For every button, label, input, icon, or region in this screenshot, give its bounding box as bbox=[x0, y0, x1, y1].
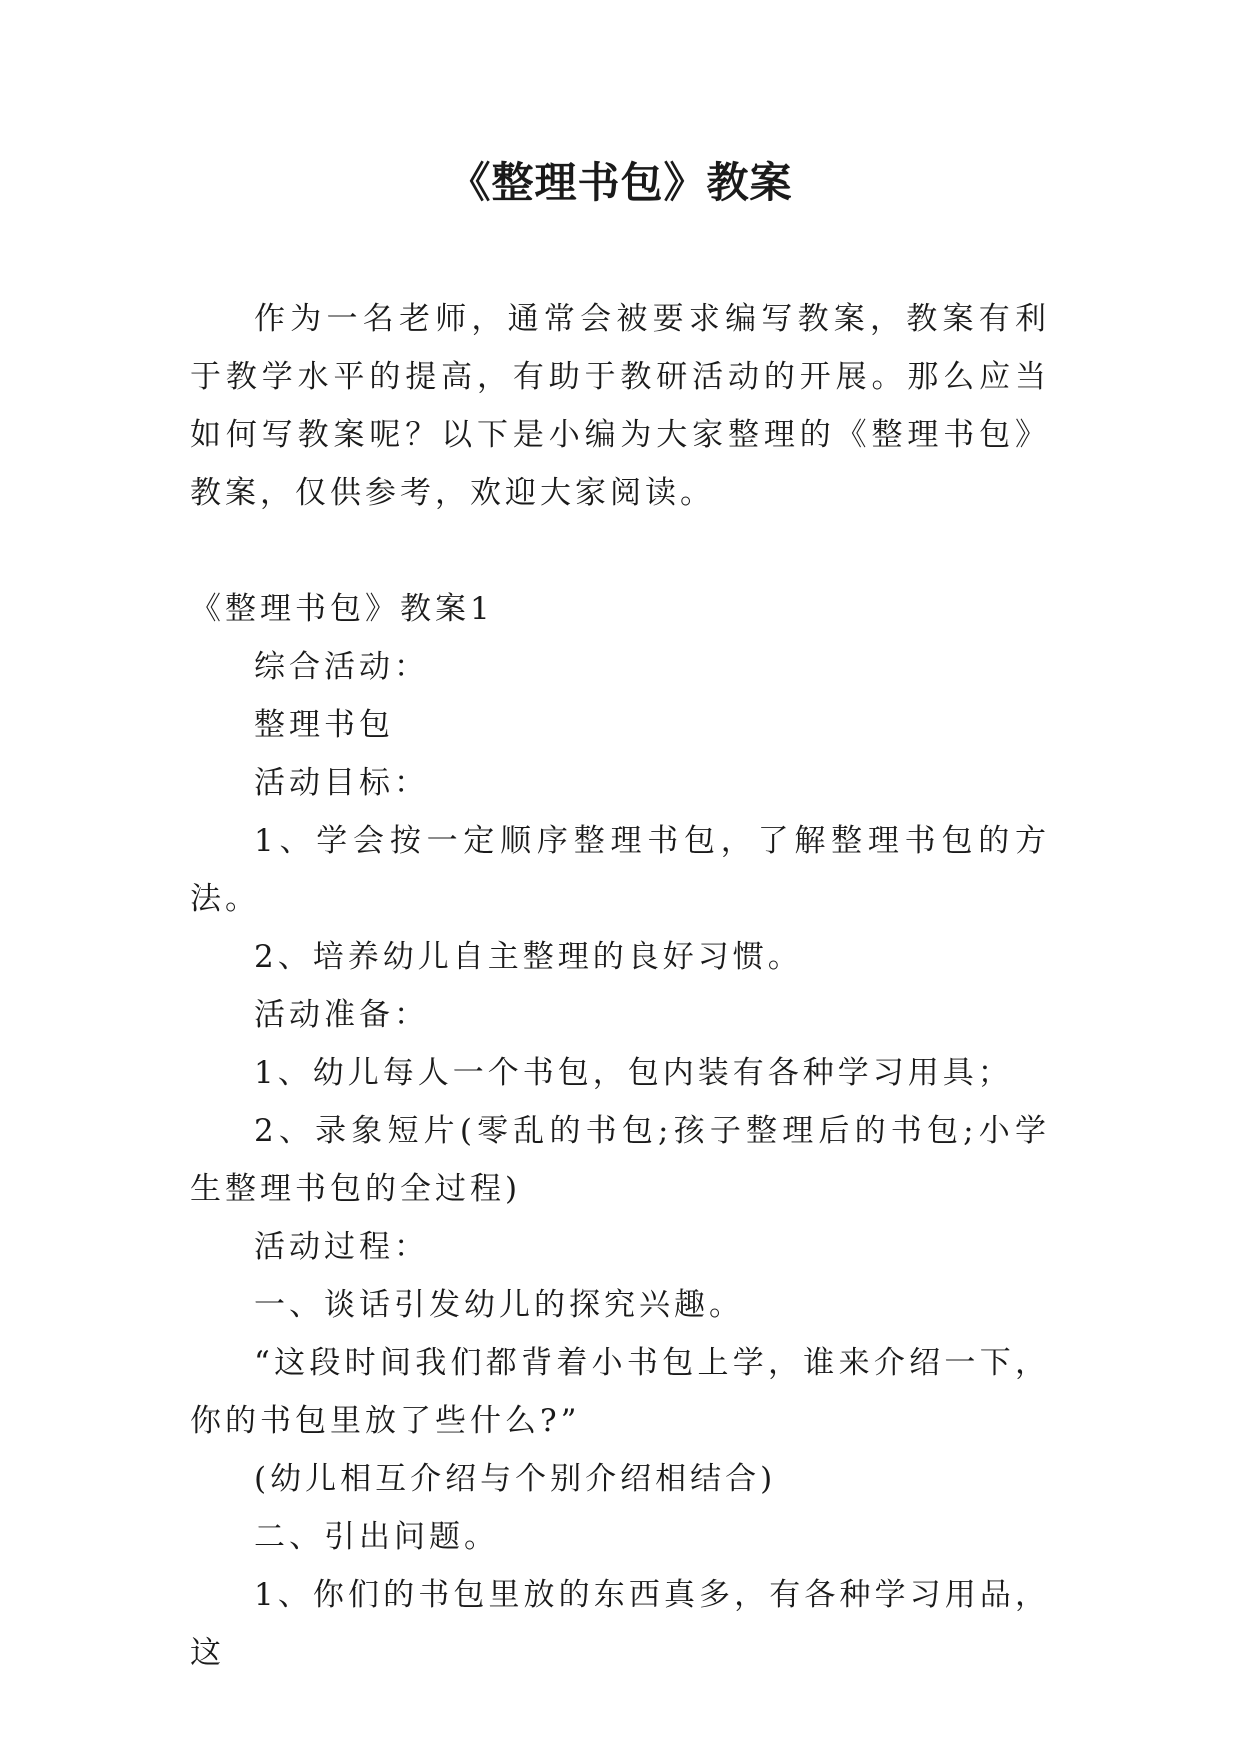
paragraph: (幼儿相互介绍与个别介绍相结合) bbox=[254, 1461, 777, 1497]
paragraph: “这段时间我们都背着小书包上学，谁来介绍一下，你的书包里放了些什么?” bbox=[190, 1345, 1050, 1439]
document-body bbox=[190, 290, 1050, 1682]
paragraph: 1、你们的书包里放的东西真多，有各种学习用品，这 bbox=[190, 1577, 1050, 1671]
paragraph: 活动目标： bbox=[254, 765, 429, 801]
paragraph: 整理书包 bbox=[254, 707, 394, 743]
document-title: 《整理书包》教案 bbox=[448, 158, 793, 207]
section-heading: 《整理书包》教案1 bbox=[190, 591, 494, 627]
paragraph: 2、录象短片(零乱的书包;孩子整理后的书包;小学生整理书包的全过程) bbox=[190, 1113, 1050, 1207]
paragraph: 2、培养幼儿自主整理的良好习惯。 bbox=[254, 939, 803, 975]
paragraph: 二、引出问题。 bbox=[254, 1519, 499, 1555]
paragraph: 活动准备： bbox=[254, 997, 429, 1033]
paragraph: 1、学会按一定顺序整理书包，了解整理书包的方法。 bbox=[190, 823, 1050, 917]
paragraph: 活动过程： bbox=[254, 1229, 429, 1265]
paragraph: 一、谈话引发幼儿的探究兴趣。 bbox=[254, 1287, 744, 1323]
paragraph: 综合活动： bbox=[254, 649, 429, 685]
intro-paragraph: 作为一名老师，通常会被要求编写教案，教案有利于教学水平的提高，有助于教研活动的开展。那么应当如何写教案呢？以下是小编为大家整理的《整理书包》教案，仅供参考，欢迎大家阅读。 bbox=[190, 301, 1050, 511]
paragraph: 1、幼儿每人一个书包，包内装有各种学习用具； bbox=[254, 1055, 1013, 1091]
